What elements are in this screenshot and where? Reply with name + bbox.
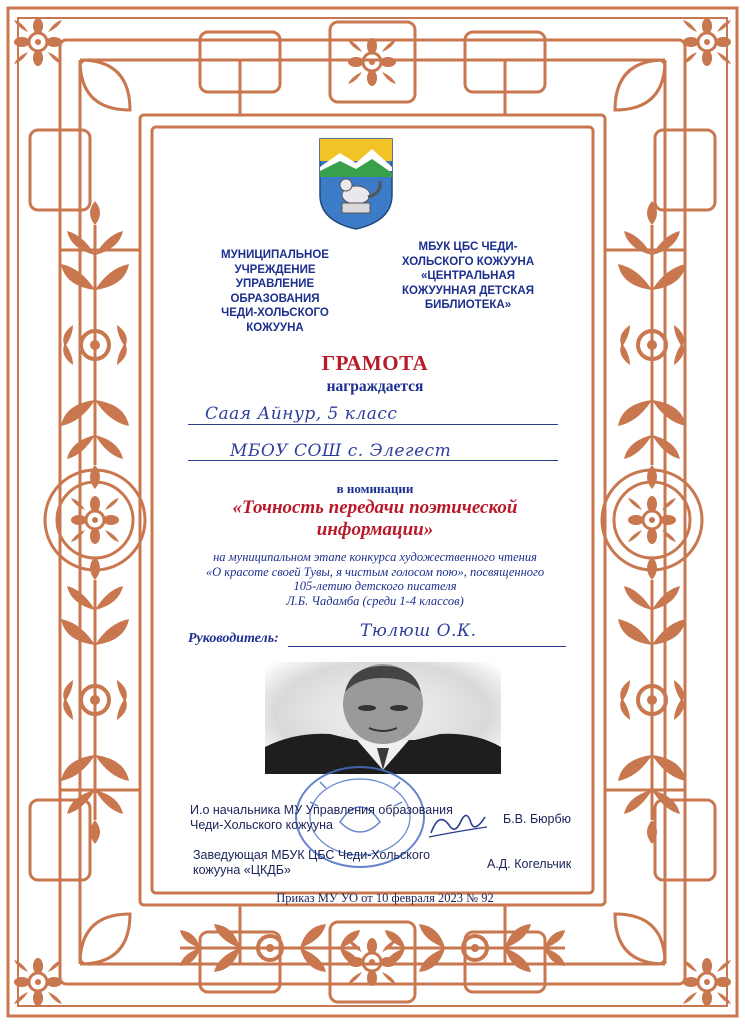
nomination-label: в номинации xyxy=(336,481,414,496)
nomination-line: информации» xyxy=(316,519,434,540)
left-org-line: ЧЕДИ-ХОЛЬСКОГО xyxy=(221,307,329,319)
signature-2-line: кожууна «ЦКДБ» xyxy=(193,863,291,877)
contest-line: Л.Б. Чадамба (среди 1-4 классов) xyxy=(286,593,464,608)
right-org-line: БИБЛИОТЕКА» xyxy=(424,299,512,311)
leader-label: Руководитель: xyxy=(188,631,279,646)
signature-2-name: А.Д. Когельчик xyxy=(487,857,572,871)
right-org-line: ХОЛЬСКОГО КОЖУУНА xyxy=(401,255,535,268)
left-org-line: УЧРЕЖДЕНИЕ xyxy=(234,263,316,276)
contest-description xyxy=(160,550,590,608)
right-org-line: МБУК ЦБС ЧЕДИ- xyxy=(418,241,518,253)
leader-value: Тюлюш О.К. xyxy=(360,621,477,641)
leader-line xyxy=(288,646,566,647)
left-org-line: ОБРАЗОВАНИЯ xyxy=(230,292,320,305)
signature-block-1 xyxy=(190,803,500,833)
left-organization xyxy=(190,248,360,335)
certificate-subtitle: награждается xyxy=(326,378,424,395)
signature-1-line: Чеди-Хольского кожууна xyxy=(190,818,333,832)
signature-1-name: Б.В. Бюрбю xyxy=(503,812,572,826)
recipient-name-line xyxy=(188,424,558,425)
nomination-title xyxy=(160,497,590,541)
signature-block-2 xyxy=(193,848,493,878)
contest-line: на муниципальном этапе конкурса художественного чтения xyxy=(213,550,537,564)
recipient-school-line xyxy=(188,460,558,461)
right-org-line: «ЦЕНТРАЛЬНАЯ xyxy=(420,270,516,282)
certificate-title: ГРАМОТА xyxy=(321,351,429,375)
signature-2-line: Заведующая МБУК ЦБС Чеди-Хольского xyxy=(193,848,431,862)
right-org-line: КОЖУУННАЯ ДЕТСКАЯ xyxy=(402,284,534,297)
recipient-name: Саая Айнур, 5 класс xyxy=(205,404,398,424)
left-org-line: МУНИЦИПАЛЬНОЕ xyxy=(221,249,329,261)
order-reference: Приказ МУ УО от 10 февраля 2023 № 92 xyxy=(276,891,494,905)
signature-1-line: И.о начальника МУ Управления образования xyxy=(190,803,453,817)
contest-line: 105-летию детского писателя xyxy=(293,579,457,593)
recipient-school: МБОУ СОШ с. Элегест xyxy=(230,441,452,461)
nomination-line: «Точность передачи поэтической xyxy=(232,497,518,518)
contest-line: «О красоте своей Тувы, я чистым голосом пою», посвященного xyxy=(205,564,545,579)
writer-portrait xyxy=(265,662,501,774)
snow-leopard-emblem xyxy=(318,137,394,231)
left-org-line: КОЖУУНА xyxy=(246,321,304,334)
right-organization xyxy=(373,240,563,313)
left-org-line: УПРАВЛЕНИЕ xyxy=(235,278,315,290)
